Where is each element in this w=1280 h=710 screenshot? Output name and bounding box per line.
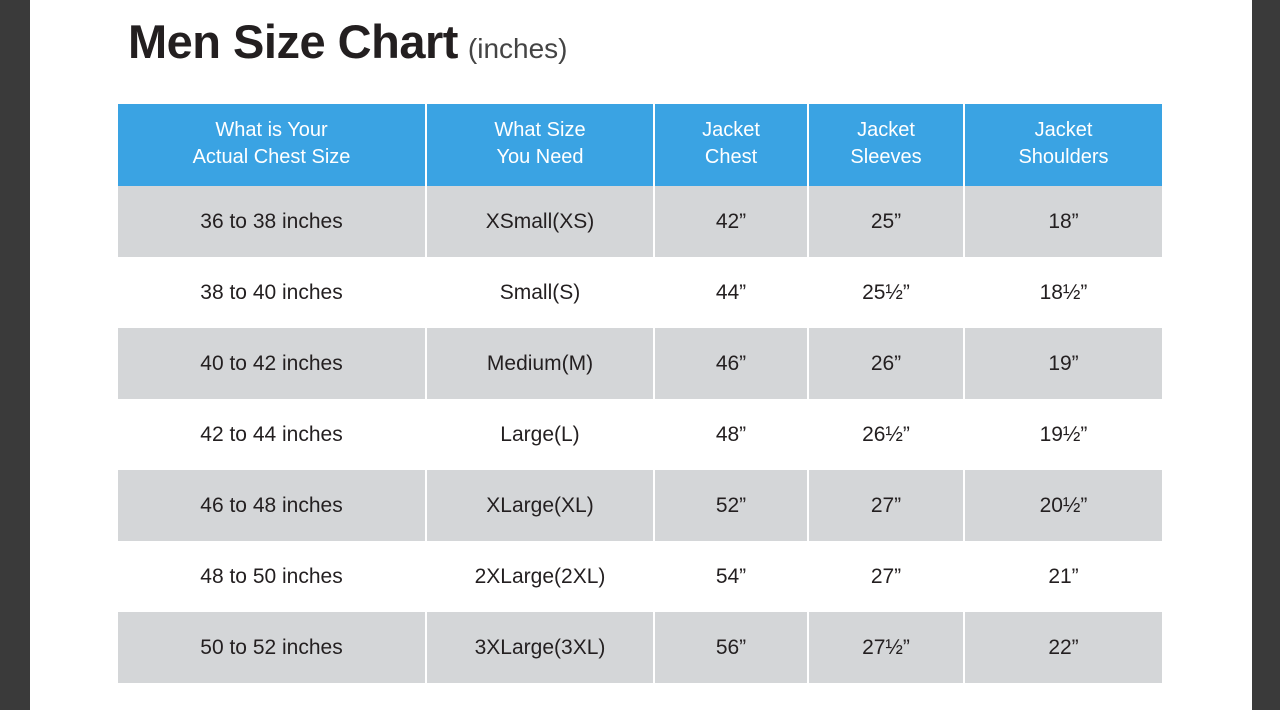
cell-jacket-sleeves: 27” (808, 541, 964, 612)
cell-actual-chest-size: 40 to 42 inches (118, 328, 426, 399)
column-header-jacket-sleeves (808, 104, 964, 186)
cell-jacket-shoulders: 20½” (964, 470, 1162, 541)
cell-jacket-sleeves: 26” (808, 328, 964, 399)
cell-size-you-need: 2XLarge(2XL) (426, 541, 654, 612)
cell-jacket-shoulders: 19” (964, 328, 1162, 399)
cell-jacket-chest: 44” (654, 257, 808, 328)
cell-jacket-shoulders: 19½” (964, 399, 1162, 470)
header-line-2: Shoulders (1018, 146, 1109, 168)
cell-jacket-sleeves: 25½” (808, 257, 964, 328)
cell-actual-chest-size: 50 to 52 inches (118, 612, 426, 683)
title-main-text: Men Size Chart (128, 15, 458, 68)
slide-canvas (30, 0, 1252, 710)
cell-actual-chest-size: 42 to 44 inches (118, 399, 426, 470)
right-letterbox-band (1252, 0, 1280, 710)
header-line-1: Jacket (1034, 119, 1093, 141)
header-line-2: Actual Chest Size (192, 146, 351, 168)
table-row (118, 399, 1162, 470)
column-header-jacket-chest (654, 104, 808, 186)
column-header-jacket-shoulders (964, 104, 1162, 186)
cell-size-you-need: 3XLarge(3XL) (426, 612, 654, 683)
cell-jacket-chest: 54” (654, 541, 808, 612)
cell-jacket-shoulders: 21” (964, 541, 1162, 612)
column-header-size-you-need (426, 104, 654, 186)
header-line-1: Jacket (702, 119, 760, 141)
page-title (128, 15, 568, 68)
cell-jacket-chest: 56” (654, 612, 808, 683)
cell-size-you-need: Small(S) (426, 257, 654, 328)
left-letterbox-band (0, 0, 30, 710)
cell-jacket-sleeves: 25” (808, 186, 964, 257)
cell-size-you-need: XLarge(XL) (426, 470, 654, 541)
cell-size-you-need: Large(L) (426, 399, 654, 470)
cell-jacket-chest: 48” (654, 399, 808, 470)
header-line-2: Sleeves (850, 146, 922, 168)
table-row (118, 612, 1162, 683)
header-line-1: What Size (494, 119, 586, 141)
cell-size-you-need: XSmall(XS) (426, 186, 654, 257)
column-header-actual-chest-size (118, 104, 426, 186)
cell-jacket-sleeves: 26½” (808, 399, 964, 470)
table-header-row (118, 104, 1162, 186)
cell-jacket-shoulders: 22” (964, 612, 1162, 683)
header-line-1: What is Your (215, 119, 328, 141)
table-row (118, 257, 1162, 328)
header-line-2: You Need (496, 146, 584, 168)
title-unit-text: (inches) (467, 33, 568, 64)
cell-actual-chest-size: 48 to 50 inches (118, 541, 426, 612)
header-line-1: Jacket (857, 119, 915, 141)
table-row (118, 541, 1162, 612)
cell-jacket-chest: 42” (654, 186, 808, 257)
table-row (118, 470, 1162, 541)
table-row (118, 328, 1162, 399)
cell-jacket-sleeves: 27” (808, 470, 964, 541)
cell-actual-chest-size: 46 to 48 inches (118, 470, 426, 541)
header-line-2: Chest (704, 146, 758, 168)
cell-jacket-shoulders: 18” (964, 186, 1162, 257)
cell-jacket-chest: 46” (654, 328, 808, 399)
cell-jacket-sleeves: 27½” (808, 612, 964, 683)
cell-jacket-shoulders: 18½” (964, 257, 1162, 328)
cell-jacket-chest: 52” (654, 470, 808, 541)
cell-actual-chest-size: 38 to 40 inches (118, 257, 426, 328)
size-chart-table (118, 104, 1162, 683)
cell-actual-chest-size: 36 to 38 inches (118, 186, 426, 257)
cell-size-you-need: Medium(M) (426, 328, 654, 399)
table-row (118, 186, 1162, 257)
